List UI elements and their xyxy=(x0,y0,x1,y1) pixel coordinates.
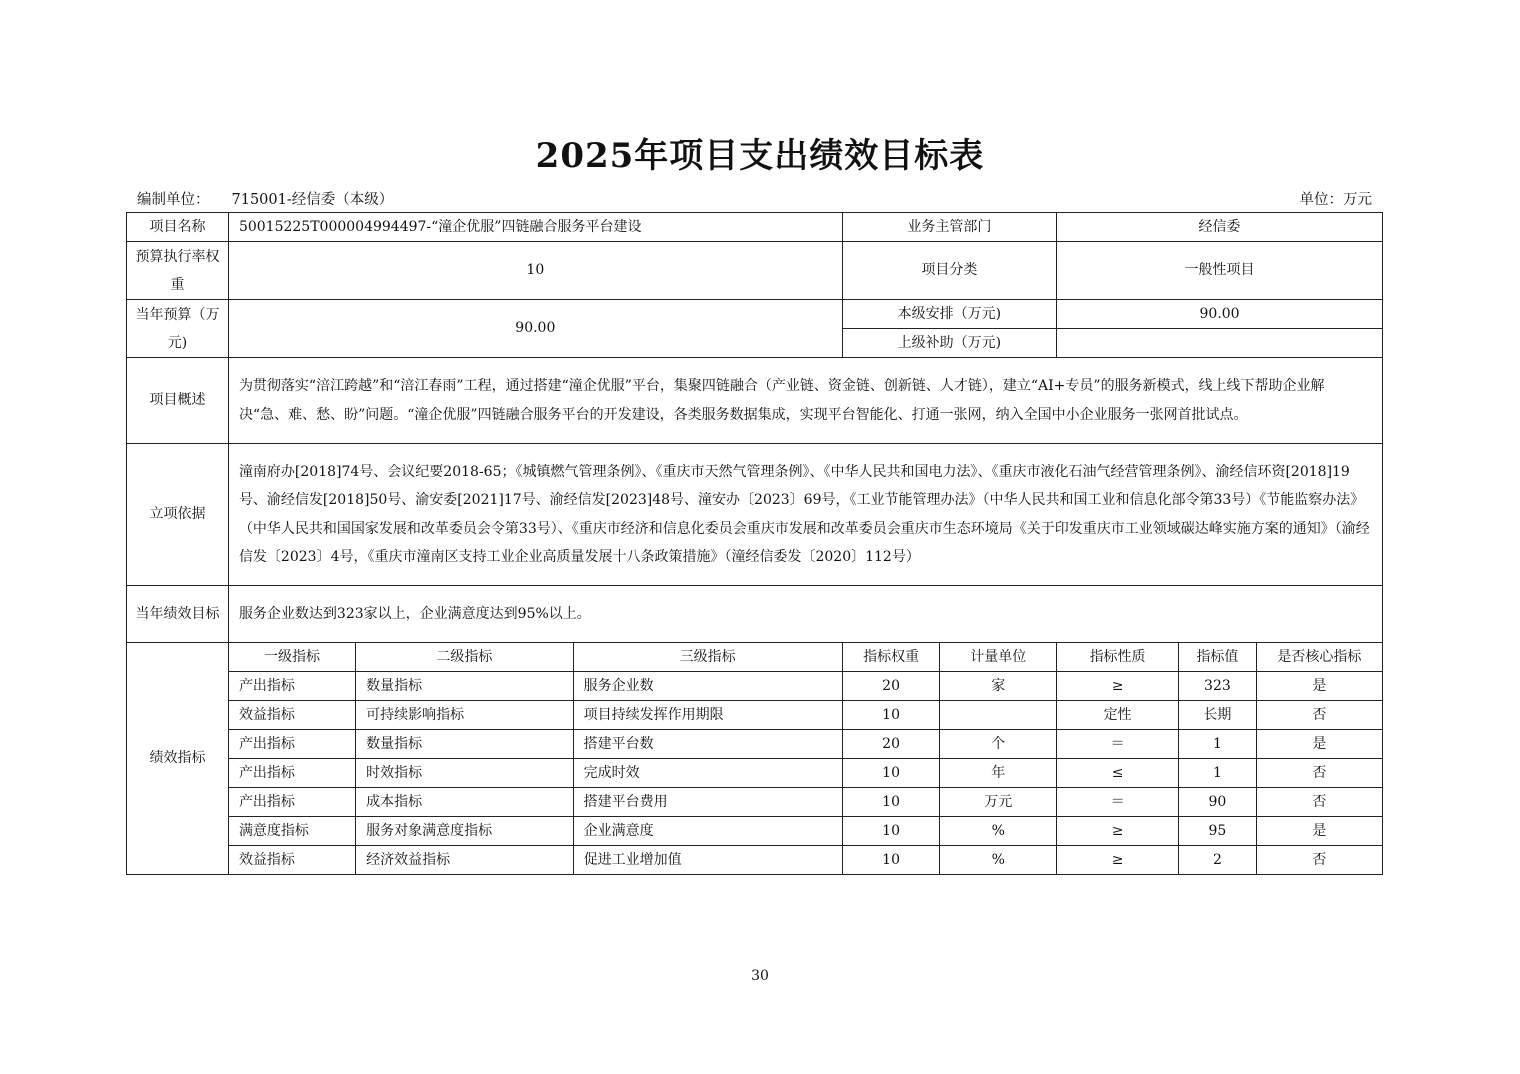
row-annual-budget xyxy=(127,300,1383,329)
weight-cell: 10 xyxy=(842,788,940,817)
basis-label: 立项依据 xyxy=(127,444,229,586)
unit-cell: 个 xyxy=(940,730,1057,759)
perf-header-unit: 计量单位 xyxy=(940,643,1057,672)
level1-cell: 产出指标 xyxy=(228,730,355,759)
level2-cell: 经济效益指标 xyxy=(356,846,574,875)
annual-goal-text: 服务企业数达到323家以上，企业满意度达到95%以上。 xyxy=(228,586,1382,643)
level2-cell: 数量指标 xyxy=(356,730,574,759)
weight-cell: 20 xyxy=(842,730,940,759)
level1-cell: 满意度指标 xyxy=(228,817,355,846)
level2-cell: 数量指标 xyxy=(356,672,574,701)
weight-cell: 10 xyxy=(842,817,940,846)
core-cell: 是 xyxy=(1256,730,1382,759)
table-row xyxy=(127,730,1383,759)
dept-label: 业务主管部门 xyxy=(842,213,1056,242)
annual-goal-label: 当年绩效目标 xyxy=(127,586,229,643)
local-arrangement-value: 90.00 xyxy=(1057,300,1383,329)
level3-cell: 搭建平台费用 xyxy=(573,788,842,817)
budget-weight-label: 预算执行率权重 xyxy=(127,242,229,300)
core-cell: 否 xyxy=(1256,759,1382,788)
value-cell: 2 xyxy=(1179,846,1257,875)
value-cell: 95 xyxy=(1179,817,1257,846)
value-cell: 1 xyxy=(1179,759,1257,788)
row-basis xyxy=(127,444,1383,586)
nature-cell: ≥ xyxy=(1057,846,1179,875)
nature-cell: ＝ xyxy=(1057,730,1179,759)
basis-text: 潼南府办[2018]74号、会议纪要2018-65；《城镇燃气管理条例》、《重庆市天然气管理条例》、《中华人民共和国电力法》、《重庆市液化石油气经营管理条例》、渝经信环资[2018]19号、渝经信发[2018]50号、渝安委[2021]17号、渝经信发[2023]48号、潼安办〔2023〕69号，《工业节能管理办法》（中华人民共和国工业和信息化部令第33号）《节能监察办法》（中华人民共和国国家发展和改革委员会令第33号）、《重庆市经济和信息化委员会重庆市发展和改革委员会重庆市生态环境局《关于印发重庆市工业领域碳达峰实施方案的通知》（渝经信发〔2023〕4号，《重庆市潼南区支持工业企业高质量发展十八条政策措施》（潼经信委发〔2020〕112号） xyxy=(228,444,1382,586)
value-cell: 1 xyxy=(1179,730,1257,759)
core-cell: 否 xyxy=(1256,846,1382,875)
upper-subsidy-label: 上级补助（万元) xyxy=(842,329,1056,358)
table-row xyxy=(127,846,1383,875)
compiling-unit xyxy=(137,188,393,209)
level1-cell: 产出指标 xyxy=(228,759,355,788)
project-name-value: 50015225T000004994497-“潼企优服”四链融合服务平台建设 xyxy=(228,213,842,242)
perf-header-nature: 指标性质 xyxy=(1057,643,1179,672)
row-annual-goal xyxy=(127,586,1383,643)
row-project-name xyxy=(127,213,1383,242)
value-cell: 323 xyxy=(1179,672,1257,701)
page-number: 30 xyxy=(751,968,769,984)
level3-cell: 服务企业数 xyxy=(573,672,842,701)
level1-cell: 产出指标 xyxy=(228,672,355,701)
overview-text: 为贯彻落实“涪江跨越”和“涪江春雨”工程，通过搭建“潼企优服”平台，集聚四链融合（产业链、资金链、创新链、人才链），建立“AI+专员”的服务新模式，线上线下帮助企业解决“急、难、愁、盼”问题。“潼企优服”四链融合服务平台的开发建设，各类服务数据集成，实现平台智能化、打通一张网，纳入全国中小企业服务一张网首批试点。 xyxy=(228,358,1382,444)
budget-weight-value: 10 xyxy=(228,242,842,300)
perf-header-level1: 一级指标 xyxy=(228,643,355,672)
dept-value: 经信委 xyxy=(1057,213,1383,242)
table-row xyxy=(127,701,1383,730)
level3-cell: 项目持续发挥作用期限 xyxy=(573,701,842,730)
compiling-unit-label: 编制单位： xyxy=(137,192,210,208)
money-unit: 单位：万元 xyxy=(1299,192,1372,208)
local-arrangement-label: 本级安排（万元) xyxy=(842,300,1056,329)
nature-cell: ≥ xyxy=(1057,672,1179,701)
value-cell: 90 xyxy=(1179,788,1257,817)
performance-target-table xyxy=(126,212,1383,875)
overview-label: 项目概述 xyxy=(127,358,229,444)
row-budget-weight xyxy=(127,242,1383,300)
unit-cell: 万元 xyxy=(940,788,1057,817)
level2-cell: 可持续影响指标 xyxy=(356,701,574,730)
table-row xyxy=(127,788,1383,817)
page-title: 2025年项目支出绩效目标表 xyxy=(535,136,985,176)
core-cell: 否 xyxy=(1256,788,1382,817)
upper-subsidy-value xyxy=(1057,329,1383,358)
level2-cell: 成本指标 xyxy=(356,788,574,817)
value-cell: 长期 xyxy=(1179,701,1257,730)
perf-label: 绩效指标 xyxy=(127,643,229,875)
nature-cell: ≤ xyxy=(1057,759,1179,788)
annual-budget-value: 90.00 xyxy=(228,300,842,358)
nature-cell: ≥ xyxy=(1057,817,1179,846)
table-row xyxy=(127,672,1383,701)
weight-cell: 10 xyxy=(842,759,940,788)
weight-cell: 10 xyxy=(842,701,940,730)
unit-cell: 年 xyxy=(940,759,1057,788)
perf-header-weight: 指标权重 xyxy=(842,643,940,672)
nature-cell: ＝ xyxy=(1057,788,1179,817)
unit-cell: 家 xyxy=(940,672,1057,701)
row-overview xyxy=(127,358,1383,444)
perf-header-row xyxy=(127,643,1383,672)
level2-cell: 时效指标 xyxy=(356,759,574,788)
weight-cell: 20 xyxy=(842,672,940,701)
level2-cell: 服务对象满意度指标 xyxy=(356,817,574,846)
category-label: 项目分类 xyxy=(842,242,1056,300)
core-cell: 否 xyxy=(1256,701,1382,730)
level3-cell: 企业满意度 xyxy=(573,817,842,846)
level1-cell: 效益指标 xyxy=(228,701,355,730)
unit-cell: % xyxy=(940,817,1057,846)
compiling-unit-value: 715001-经信委（本级） xyxy=(231,192,394,208)
level1-cell: 产出指标 xyxy=(228,788,355,817)
perf-header-level3: 三级指标 xyxy=(573,643,842,672)
level3-cell: 完成时效 xyxy=(573,759,842,788)
perf-header-level2: 二级指标 xyxy=(356,643,574,672)
level3-cell: 促进工业增加值 xyxy=(573,846,842,875)
level3-cell: 搭建平台数 xyxy=(573,730,842,759)
core-cell: 是 xyxy=(1256,672,1382,701)
category-value: 一般性项目 xyxy=(1057,242,1383,300)
table-row xyxy=(127,759,1383,788)
level1-cell: 效益指标 xyxy=(228,846,355,875)
weight-cell: 10 xyxy=(842,846,940,875)
unit-cell xyxy=(940,701,1057,730)
annual-budget-label: 当年预算（万元) xyxy=(127,300,229,358)
nature-cell: 定性 xyxy=(1057,701,1179,730)
table-row xyxy=(127,817,1383,846)
perf-header-core: 是否核心指标 xyxy=(1256,643,1382,672)
unit-cell: % xyxy=(940,846,1057,875)
project-name-label: 项目名称 xyxy=(127,213,229,242)
core-cell: 是 xyxy=(1256,817,1382,846)
perf-header-value: 指标值 xyxy=(1179,643,1257,672)
